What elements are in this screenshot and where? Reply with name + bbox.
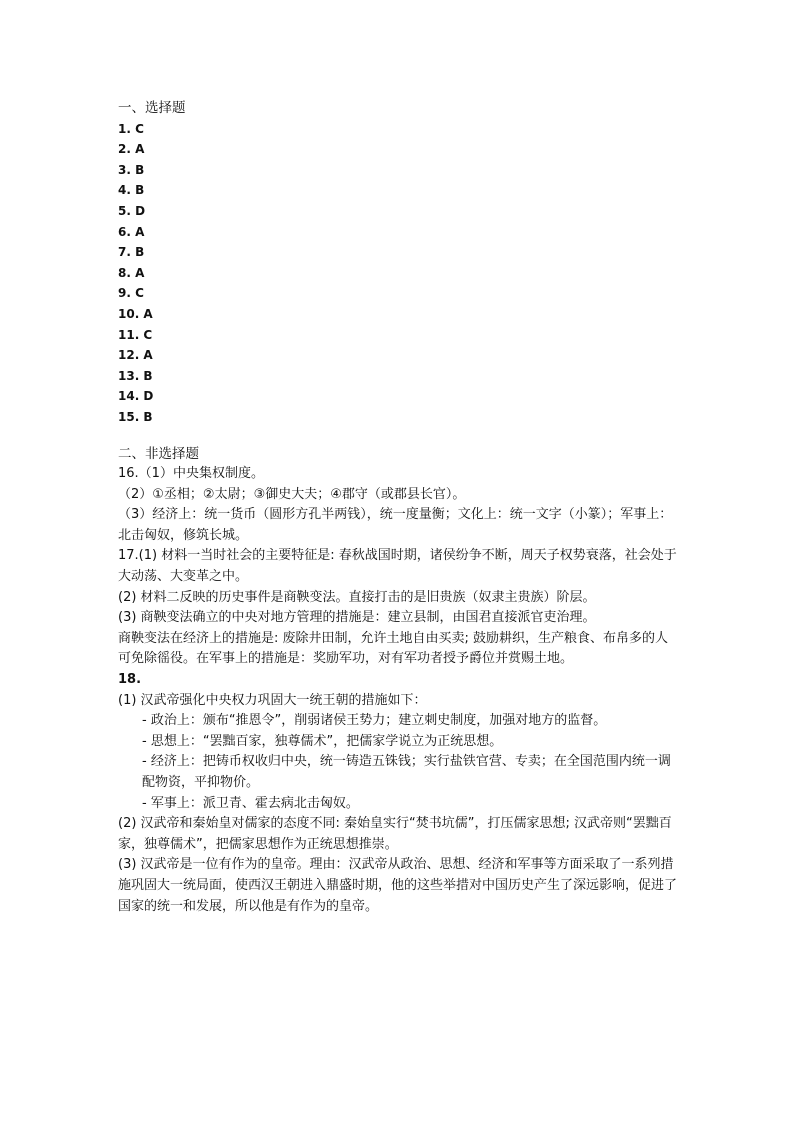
answer-line-18-2: (2) 汉武帝和秦始皇对儒家的态度不同: 秦始皇实行“焚书坑儒”，打压儒家思想; 汉武帝则“罢黜百家，独尊儒术”，把儒家思想作为正统思想推崇。 — [118, 816, 672, 852]
answer-line-16-2: （2）①丞相；②太尉；③御史大夫；④郡守（或郡县长官）。 — [118, 486, 466, 502]
choice-answer: 13. B — [118, 368, 153, 383]
section-title-choice: 一、选择题 — [118, 100, 186, 116]
choice-answer: 4. B — [118, 183, 145, 198]
answer-line-18-1-politics: - 政治上：颁布“推恩令”，削弱诸侯王势力；建立刺史制度，加强对地方的监督。 — [142, 713, 607, 729]
non-choice-answers — [118, 464, 680, 917]
choice-answer: 8. A — [118, 265, 145, 280]
section-gap — [118, 428, 680, 444]
answer-line-18-label: 18. — [118, 672, 142, 688]
choice-answer: 5. D — [118, 203, 146, 218]
choice-answer: 1. C — [118, 121, 144, 136]
answer-line-18-1: (1) 汉武帝强化中央权力巩固大一统王朝的措施如下： — [118, 692, 427, 708]
choice-answer-list — [118, 119, 680, 428]
choice-answer: 2. A — [118, 142, 145, 157]
answer-line-17-1: 17.(1) 材料一当时社会的主要特征是: 春秋战国时期，诸侯纷争不断，周天子权势衰落，社会处于大动荡、大变革之中。 — [118, 548, 677, 585]
choice-answer: 9. C — [118, 286, 144, 301]
choice-answer: 10. A — [118, 306, 153, 321]
choice-answer: 3. B — [118, 162, 145, 177]
answer-key — [118, 98, 680, 917]
choice-answer: 11. C — [118, 327, 153, 342]
choice-answer: 14. D — [118, 389, 154, 404]
choice-answer: 12. A — [118, 348, 153, 363]
choice-answer: 15. B — [118, 409, 153, 424]
answer-line-17-2: (2) 材料二反映的历史事件是商鞅变法。直接打击的是旧贵族（奴隶主贵族）阶层。 — [118, 589, 596, 605]
answer-line-16-1: 16.（1）中央集权制度。 — [118, 466, 264, 482]
choice-answer: 6. A — [118, 224, 145, 239]
answer-line-17-3: (3) 商鞅变法确立的中央对地方管理的措施是：建立县制，由国君直接派官吏治理。 — [118, 610, 596, 626]
answer-line-17-3-cont: 商鞅变法在经济上的措施是: 废除井田制，允许土地自由买卖; 鼓励耕织，生产粮食、布帛多的人可免除徭役。在军事上的措施是：奖励军功，对有军功者授予爵位并赏赐土地。 — [118, 630, 669, 667]
answer-line-18-1-thought: - 思想上：“罢黜百家，独尊儒术”，把儒家学说立为正统思想。 — [142, 733, 503, 749]
answer-line-18-1-military: - 军事上：派卫青、霍去病北击匈奴。 — [142, 795, 359, 811]
section-title-non-choice: 二、非选择题 — [118, 445, 199, 462]
answer-line-18-3: (3) 汉武帝是一位有作为的皇帝。理由：汉武帝从政治、思想、经济和军事等方面采取了一系列措施巩固大一统局面，使西汉王朝进入鼎盛时期，他的这些举措对中国历史产生了深远影响，促进了国家的统一和发展，所以他是有作为的皇帝。 — [118, 857, 678, 914]
answer-line-16-3: （3）经济上：统一货币（圆形方孔半两钱），统一度量衡；文化上：统一文字（小篆）；军事上：北击匈奴，修筑长城。 — [118, 507, 673, 543]
choice-answer: 7. B — [118, 245, 145, 260]
answer-line-18-1-economy: - 经济上：把铸币权收归中央，统一铸造五铢钱；实行盐铁官营、专卖；在全国范围内统一调配物资，平抑物价。 — [142, 754, 671, 790]
